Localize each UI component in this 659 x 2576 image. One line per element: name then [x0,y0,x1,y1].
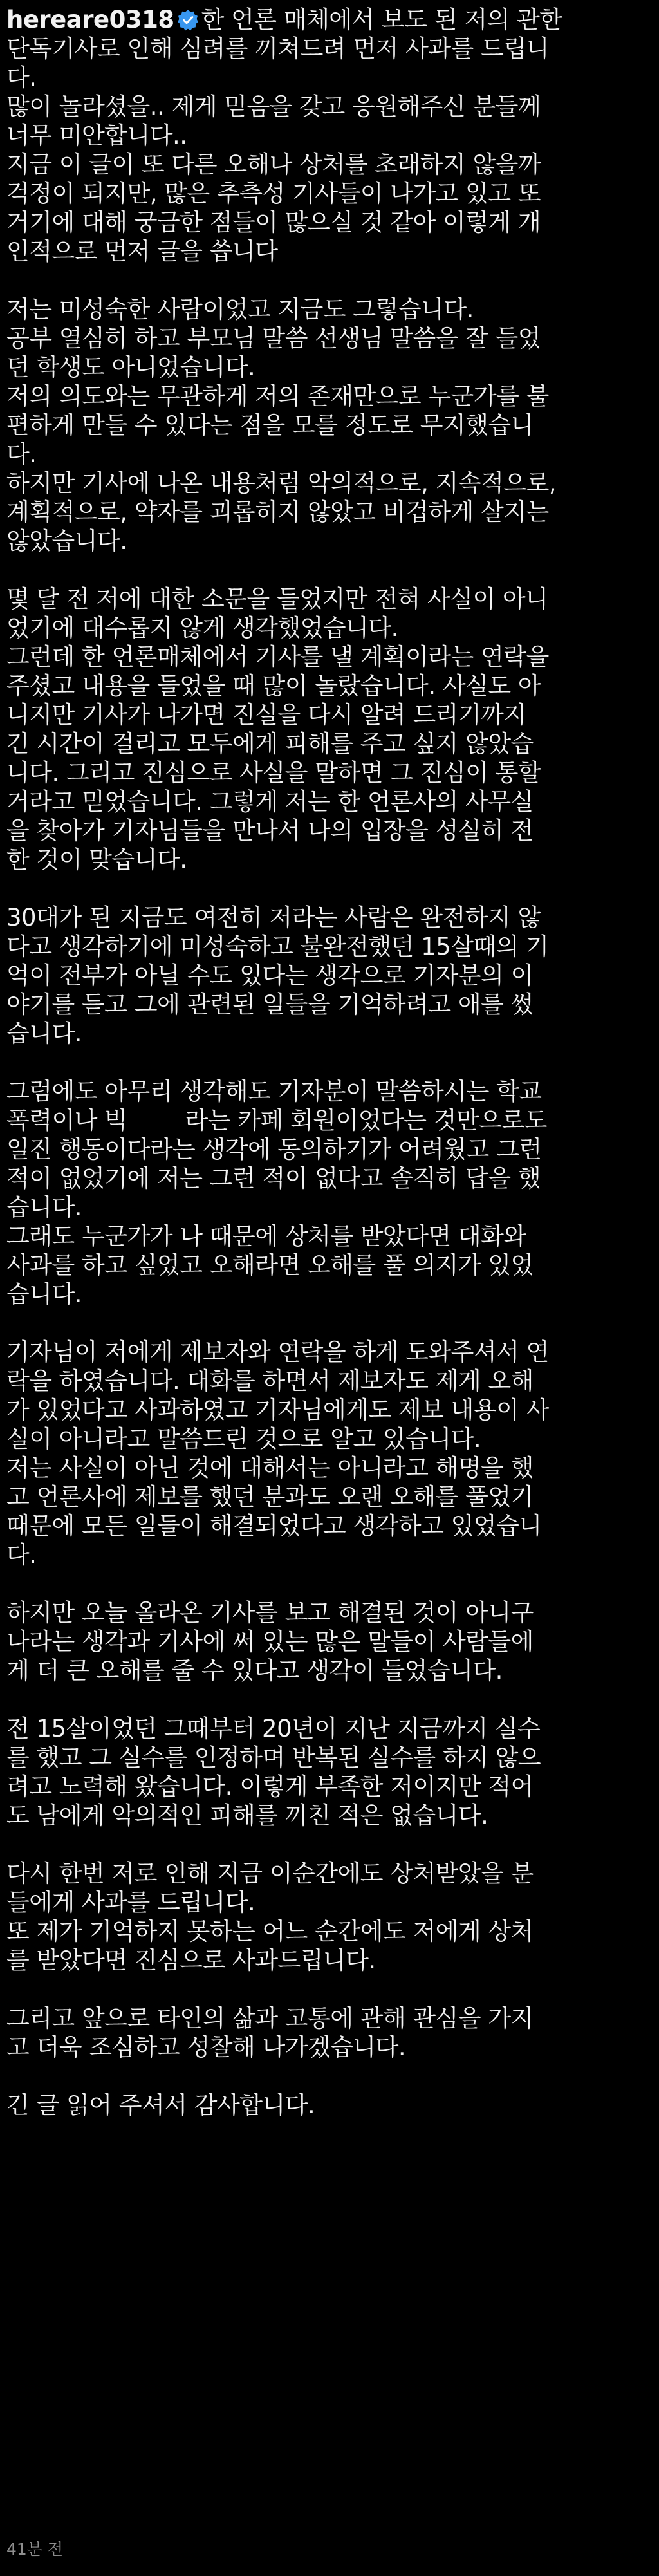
caption-line: 습니다. [6,1020,82,1047]
caption-line: 니지만 기사가 나가면 진실을 다시 알려 드리기까지 [6,701,526,729]
caption-line: 많이 놀라셨을.. 제게 믿음을 갖고 응원해주신 분들께 [6,93,541,120]
caption-line: 그래도 누군가가 나 때문에 상처를 받았다면 대화와 [6,1222,526,1250]
verified-badge-icon [177,9,199,31]
paragraph-gap [6,1975,650,2004]
paragraph-gap [6,1309,650,1338]
caption-body [6,34,650,2120]
caption-line: 계획적으로, 약자를 괴롭히지 않았고 비겁하게 살지는 [6,498,549,526]
caption-line: 또 제가 기억하지 못하는 어느 순간에도 저에게 상처 [6,1918,534,1945]
paragraph-gap [6,266,650,295]
caption-line: 을 찾아가 기자님들을 만나서 나의 입장을 성실히 전 [6,817,534,845]
caption-line: 단독기사로 인해 심려를 끼쳐드려 먼저 사과를 드립니 [6,35,549,62]
caption-line: 를 받았다면 진심으로 사과드립니다. [6,1946,376,1974]
caption-first-line [6,5,650,34]
caption-line: 다고 생각하기에 미성숙하고 불완전했던 15살때의 기 [6,933,549,960]
paragraph-gap [6,1685,650,1714]
caption-line: 들에게 사과를 드립니다. [6,1889,255,1916]
caption-text: 한 언론 매체에서 보도 된 저의 관한 [201,6,562,33]
caption-line: 습니다. [6,1193,82,1221]
caption-line: 저는 사실이 아닌 것에 대해서는 아니라고 해명을 했 [6,1454,534,1482]
paragraph-gap [6,1048,650,1077]
caption-line: 너무 미안합니다.. [6,122,187,149]
caption-line: 주셨고 내용을 들었을 때 많이 놀랐습니다. 사실도 아 [6,672,541,700]
caption-line: 려고 노력해 왔습니다. 이렇게 부족한 저이지만 적어 [6,1773,534,1800]
post-caption [6,5,650,2120]
post-timestamp[interactable]: 41분 전 [6,2540,64,2559]
paragraph-gap [6,1569,650,1598]
caption-line: 거기에 대해 궁금한 점들이 많으실 것 같아 이렇게 개 [6,209,541,236]
caption-line: 다. [6,1541,37,1569]
caption-line: 전 15살이었던 그때부터 20년이 지난 지금까지 실수 [6,1715,541,1742]
caption-line: 그리고 앞으로 타인의 삶과 고통에 관해 관심을 가지 [6,2004,534,2032]
caption-line: 공부 열심히 하고 부모님 말씀 선생님 말씀을 잘 들었 [6,324,541,352]
username-link[interactable]: hereare0318 [6,6,174,33]
caption-line: 락을 하였습니다. 대화를 하면서 제보자도 제게 오해 [6,1367,534,1395]
caption-line: 일진 행동이다라는 생각에 동의하기가 어려웠고 그런 [6,1135,542,1163]
caption-line: 사과를 하고 싶었고 오해라면 오해를 풀 의지가 있었 [6,1251,534,1279]
caption-line: 고 더욱 조심하고 성찰해 나가겠습니다. [6,2033,406,2061]
caption-line: 한 것이 맞습니다. [6,846,187,873]
caption-line: 니다. 그리고 진심으로 사실을 말하면 그 진심이 통할 [6,759,541,787]
caption-line: 때문에 모든 일들이 해결되었다고 생각하고 있었습니 [6,1512,542,1540]
paragraph-gap [6,1830,650,1859]
caption-line: 던 학생도 아니었습니다. [6,353,255,381]
caption-line: 도 남에게 악의적인 피해를 끼친 적은 없습니다. [6,1802,488,1829]
caption-line: 거라고 믿었습니다. 그렇게 저는 한 언론사의 사무실 [6,788,534,816]
caption-line: 게 더 큰 오해를 줄 수 있다고 생각이 들었습니다. [6,1657,503,1685]
caption-line: 다시 한번 저로 인해 지금 이순간에도 상처받았을 분 [6,1860,534,1887]
caption-line: 다. [6,440,37,468]
paragraph-gap [6,2062,650,2091]
caption-line: 나라는 생각과 기사에 써 있는 많은 말들이 사람들에 [6,1628,534,1656]
caption-line: 고 언론사에 제보를 했던 분과도 오랜 오해를 풀었기 [6,1483,534,1511]
caption-line: 하지만 기사에 나온 내용처럼 악의적으로, 지속적으로, [6,469,557,497]
caption-line: 하지만 오늘 올라온 기사를 보고 해결된 것이 아니구 [6,1599,534,1627]
caption-line: 그럼에도 아무리 생각해도 기자분이 말씀하시는 학교 [6,1078,542,1105]
caption-line: 저의 의도와는 무관하게 저의 존재만으로 누군가를 불 [6,382,549,410]
paragraph-gap [6,555,650,584]
caption-line: 저는 미성숙한 사람이었고 지금도 그렇습니다. [6,295,474,323]
caption-line: 실이 아니라고 말씀드린 것으로 알고 있습니다. [6,1425,481,1453]
caption-line: 몇 달 전 저에 대한 소문을 들었지만 전혀 사실이 아니 [6,585,548,613]
caption-line: 걱정이 되지만, 많은 추측성 기사들이 나가고 있고 또 [6,180,541,207]
caption-line: 인적으로 먼저 글을 씁니다 [6,238,278,265]
caption-line: 지금 이 글이 또 다른 오해나 상처를 초래하지 않을까 [6,151,541,178]
caption-line: 었기에 대수롭지 않게 생각했었습니다. [6,614,398,642]
caption-line: 적이 없었기에 저는 그런 적이 없다고 솔직히 답을 했 [6,1164,541,1192]
caption-line: 습니다. [6,1280,82,1308]
caption-line: 긴 시간이 걸리고 모두에게 피해를 주고 싶지 않았습 [6,730,534,758]
caption-line: 않았습니다. [6,527,127,555]
caption-line: 기자님이 저에게 제보자와 연락을 하게 도와주셔서 연 [6,1338,549,1366]
paragraph-gap [6,874,650,903]
caption-line: 30대가 된 지금도 여전히 저라는 사람은 완전하지 않 [6,904,541,931]
caption-line: 억이 전부가 아닐 수도 있다는 생각으로 기자분의 이 [6,962,534,989]
caption-line: 야기를 듣고 그에 관련된 일들을 기억하려고 애를 썼 [6,991,534,1018]
caption-line: 다. [6,64,37,91]
caption-line: 폭력이나 빅 라는 카페 회원이었다는 것만으로도 [6,1106,547,1134]
caption-line: 긴 글 읽어 주셔서 감사합니다. [6,2091,315,2119]
caption-line: 편하게 만들 수 있다는 점을 모를 정도로 무지했습니 [6,411,534,439]
caption-line: 를 했고 그 실수를 인정하며 반복된 실수를 하지 않으 [6,1744,541,1771]
caption-line: 가 있었다고 사과하였고 기자님에게도 제보 내용이 사 [6,1396,549,1424]
caption-line: 그런데 한 언론매체에서 기사를 낼 계획이라는 연락을 [6,643,549,671]
